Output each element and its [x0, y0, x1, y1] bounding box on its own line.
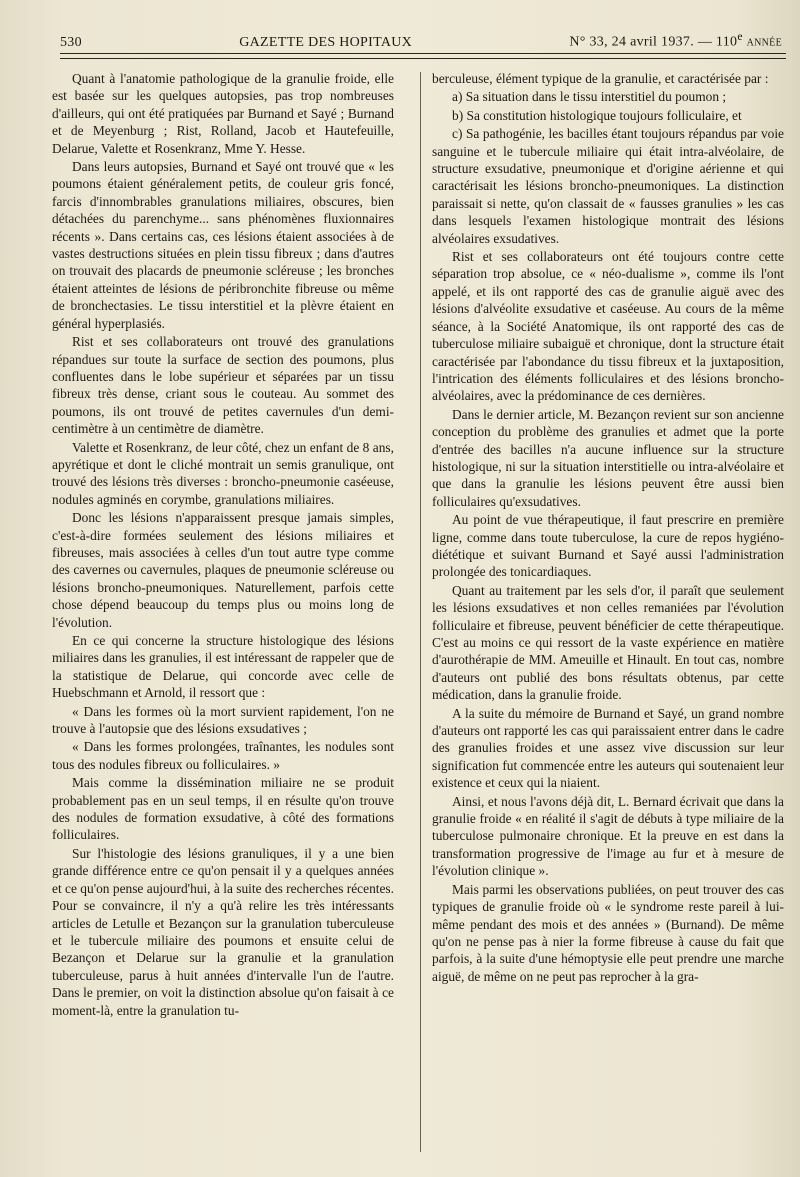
- paragraph: « Dans les formes où la mort survient rapidement, l'on ne trouve à l'autopsie que des lésions exsudatives ;: [52, 703, 394, 737]
- paragraph: berculeuse, élément typique de la granulie, et caractérisée par :: [432, 71, 769, 86]
- paragraph: Rist et ses collaborateurs ont été toujours contre cette séparation trop absolue, ce « néo-dualisme », comme ils l'ont appelé, et ils ont rapporté des cas de granulie aiguë avec des lésions d'alvéolite exsudative et caséeuse. Au cours de la même séance, à la Société Anatomique, ils ont rapporté des cas de tuberculose miliaire subaiguë et chronique, dont la structure était caractérisée par l'abondance du tissu fibreux et la juxtaposition, l'intrication des éléments folliculaires et des lésions broncho-alvéolaires, avec la prédominance de ces dernières.: [432, 249, 784, 404]
- paragraph: En ce qui concerne la structure histologique des lésions miliaires dans les granulies, il est intéressant de rappeler que de la statistique de Delarue, qui concorde avec celle de Huebschmann et Arnold, il ressort que :: [52, 633, 394, 701]
- column-divider: [420, 72, 421, 1152]
- page-number: 530: [60, 34, 82, 50]
- paragraph: Quant à l'anatomie pathologique de la granulie froide, elle est basée sur les quelques autopsies, pas trop nombreuses d'ailleurs, qui ont été pratiquées par Burnand et Sayé ; Burnand et de Meyenburg ; Rist, Rolland, Jacob et Hautefeuille, Delarue, Valette et Rosenkranz, Mme Y. Hesse.: [52, 71, 394, 156]
- paragraph: b) Sa constitution histologique toujours folliculaire, et: [452, 107, 742, 123]
- left-column: [52, 70, 394, 1170]
- paragraph: « Dans les formes prolongées, traînantes, les nodules sont tous des nodules fibreux ou folliculaires. »: [52, 739, 394, 772]
- paragraph: Valette et Rosenkranz, de leur côté, chez un enfant de 8 ans, apyrétique et dont le cliché montrait un semis granulique, ont trouvé des lésions très diverses : broncho-pneumonie caséeuse, nodules agminés en corymbe, granulations miliaires.: [52, 439, 394, 507]
- paragraph: c) Sa pathogénie, les bacilles étant toujours répandus par voie sanguine et le tubercule miliaire qui était intra-alvéolaire, de structure exsudative, pneumonique et d'origine aérienne et qui caractérisait les lésions broncho-pneumoniques. La distinction paraissait si nette, qu'on classait de « fausses granulies » les cas dans lesquels l'examen histologique montrait des lésions alvéolaires exsudatives.: [432, 126, 784, 246]
- paragraph: Dans leurs autopsies, Burnand et Sayé ont trouvé que « les poumons étaient généralement petits, de couleur gris foncé, farcis d'innombrables granulations miliaires, obscures, bien détachées du parenchyme... sans phénomènes fluxionnaires récents ». Dans certains cas, ces lésions étaient associées à de vastes destructions situées en plein tissu fibreux ; dans d'autres on trouvait des placards de pneumonie scléreuse ; les bronches étaient atteintes de lésions de péribronchite fibreuse ou même de bronchectasies. Le tissu interstitiel et la plèvre étaient en général hyperplasiés.: [52, 159, 394, 331]
- header-rule-top: [60, 53, 786, 54]
- paragraph: Mais comme la dissémination miliaire ne se produit probablement pas en un seul temps, il en résulte qu'on trouve des nodules de formation exsudative, à côté des formations folliculaires.: [52, 775, 394, 843]
- paragraph: Quant au traitement par les sels d'or, il paraît que seulement les lésions exsudatives et non celles remaniées par l'évolution folliculaire et fibreuse, peuvent bénéficier de cette thérapeutique. C'est au moins ce qui ressort de la vaste expérience en matière d'aurothérapie de MM. Ameuille et Hinault. En tout cas, nombre d'auteurs ont publié des bons résultats obtenus, par cette médication, dans la granulie froide.: [432, 582, 784, 703]
- paragraph: Au point de vue thérapeutique, il faut prescrire en première ligne, comme dans toute tuberculose, la cure de repos hygiéno-diététique et suivant Burnand et Sayé aussi l'administration prolongée des tonicardiaques.: [432, 512, 784, 580]
- issue-info: N° 33, 24 avril 1937. — 110e ANNÉE: [569, 30, 782, 50]
- header-rule-bottom: [60, 58, 786, 59]
- year-word: ANNÉE: [746, 37, 782, 49]
- paragraph: a) Sa situation dans le tissu interstitiel du poumon ;: [452, 89, 727, 105]
- journal-title: GAZETTE DES HOPITAUX: [239, 34, 413, 50]
- paragraph: Donc les lésions n'apparaissent presque jamais simples, c'est-à-dire formées seulement des lésions miliaires et fibreuses, mais associées à celles d'un tout autre type comme des cavernes ou cavernules, plaques de pneumonie scléreuse ou lésions broncho-pneumoniques. Naturellement, parfois cette chose dépend beaucoup du temps plus ou moins long de l'évolution.: [52, 510, 394, 630]
- paragraph: Rist et ses collaborateurs ont trouvé des granulations répandues sur toute la surface de section des poumons, plus confluentes dans le lobe supérieur et séparées par un tissu fibreux très dense, criant sous le couteau. Au sommet des poumons, ils ont trouvé de petites cavernules d'un demi-centimètre à un centimètre de diamètre.: [52, 334, 394, 437]
- paragraph: Dans le dernier article, M. Bezançon revient sur son ancienne conception du problème des granulies et admet que la porte d'entrée des bacilles n'a aucune influence sur la structure histologique, ni sur la situation interstitielle ou intra-alvéolaire et que dans la granulie les lésions peuvent être aussi bien folliculaires qu'exsudatives.: [432, 406, 784, 509]
- paragraph: Sur l'histologie des lésions granuliques, il y a une bien grande différence entre ce qu'on pensait il y a quelques années et ce qu'on pense aujourd'hui, à la suite des recherches récentes. Pour se convaincre, il n'y a qu'à relire les très intéressants articles de Letulle et Bezançon sur la granulation tuberculeuse et le tubercule miliaire des poumons et ensuite celui de Bezançon et Delarue sur la granulie et la granulation tuberculeuse, parus à huit années d'intervalle l'un de l'autre. Dans le premier, on voit la distinction absolue qu'on faisait à ce moment-là, entre la granulation tu-: [52, 845, 394, 1018]
- paragraph: Mais parmi les observations publiées, on peut trouver des cas typiques de granulie froide où « le syndrome reste pareil à lui-même pendant des mois et des années » (Burnand). De même qu'on ne pense pas à nier la forme fibreuse à cause du fait que parfois, à la suite d'une hémoptysie elle peut prendre une marche aiguë, de même on ne peut pas reprocher à la gra-: [432, 881, 784, 984]
- page-header: [60, 30, 782, 52]
- right-column: [432, 70, 784, 1170]
- paragraph: A la suite du mémoire de Burnand et Sayé, un grand nombre d'auteurs ont rapporté les cas qui paraissaient entrer dans le cadre des granulies froides et une assez vive discussion sur leur signification fut commencée entre les auteurs qui soutenaient leur existence et ceux qui la niaient.: [432, 705, 784, 791]
- paragraph: Ainsi, et nous l'avons déjà dit, L. Bernard écrivait que dans la granulie froide « en réalité il s'agit de débuts à type miliaire de la tuberculose pulmonaire chronique. Et la preuve en est dans la transformation progressive de l'image au fur et à mesure de l'évolution clinique ».: [432, 793, 784, 879]
